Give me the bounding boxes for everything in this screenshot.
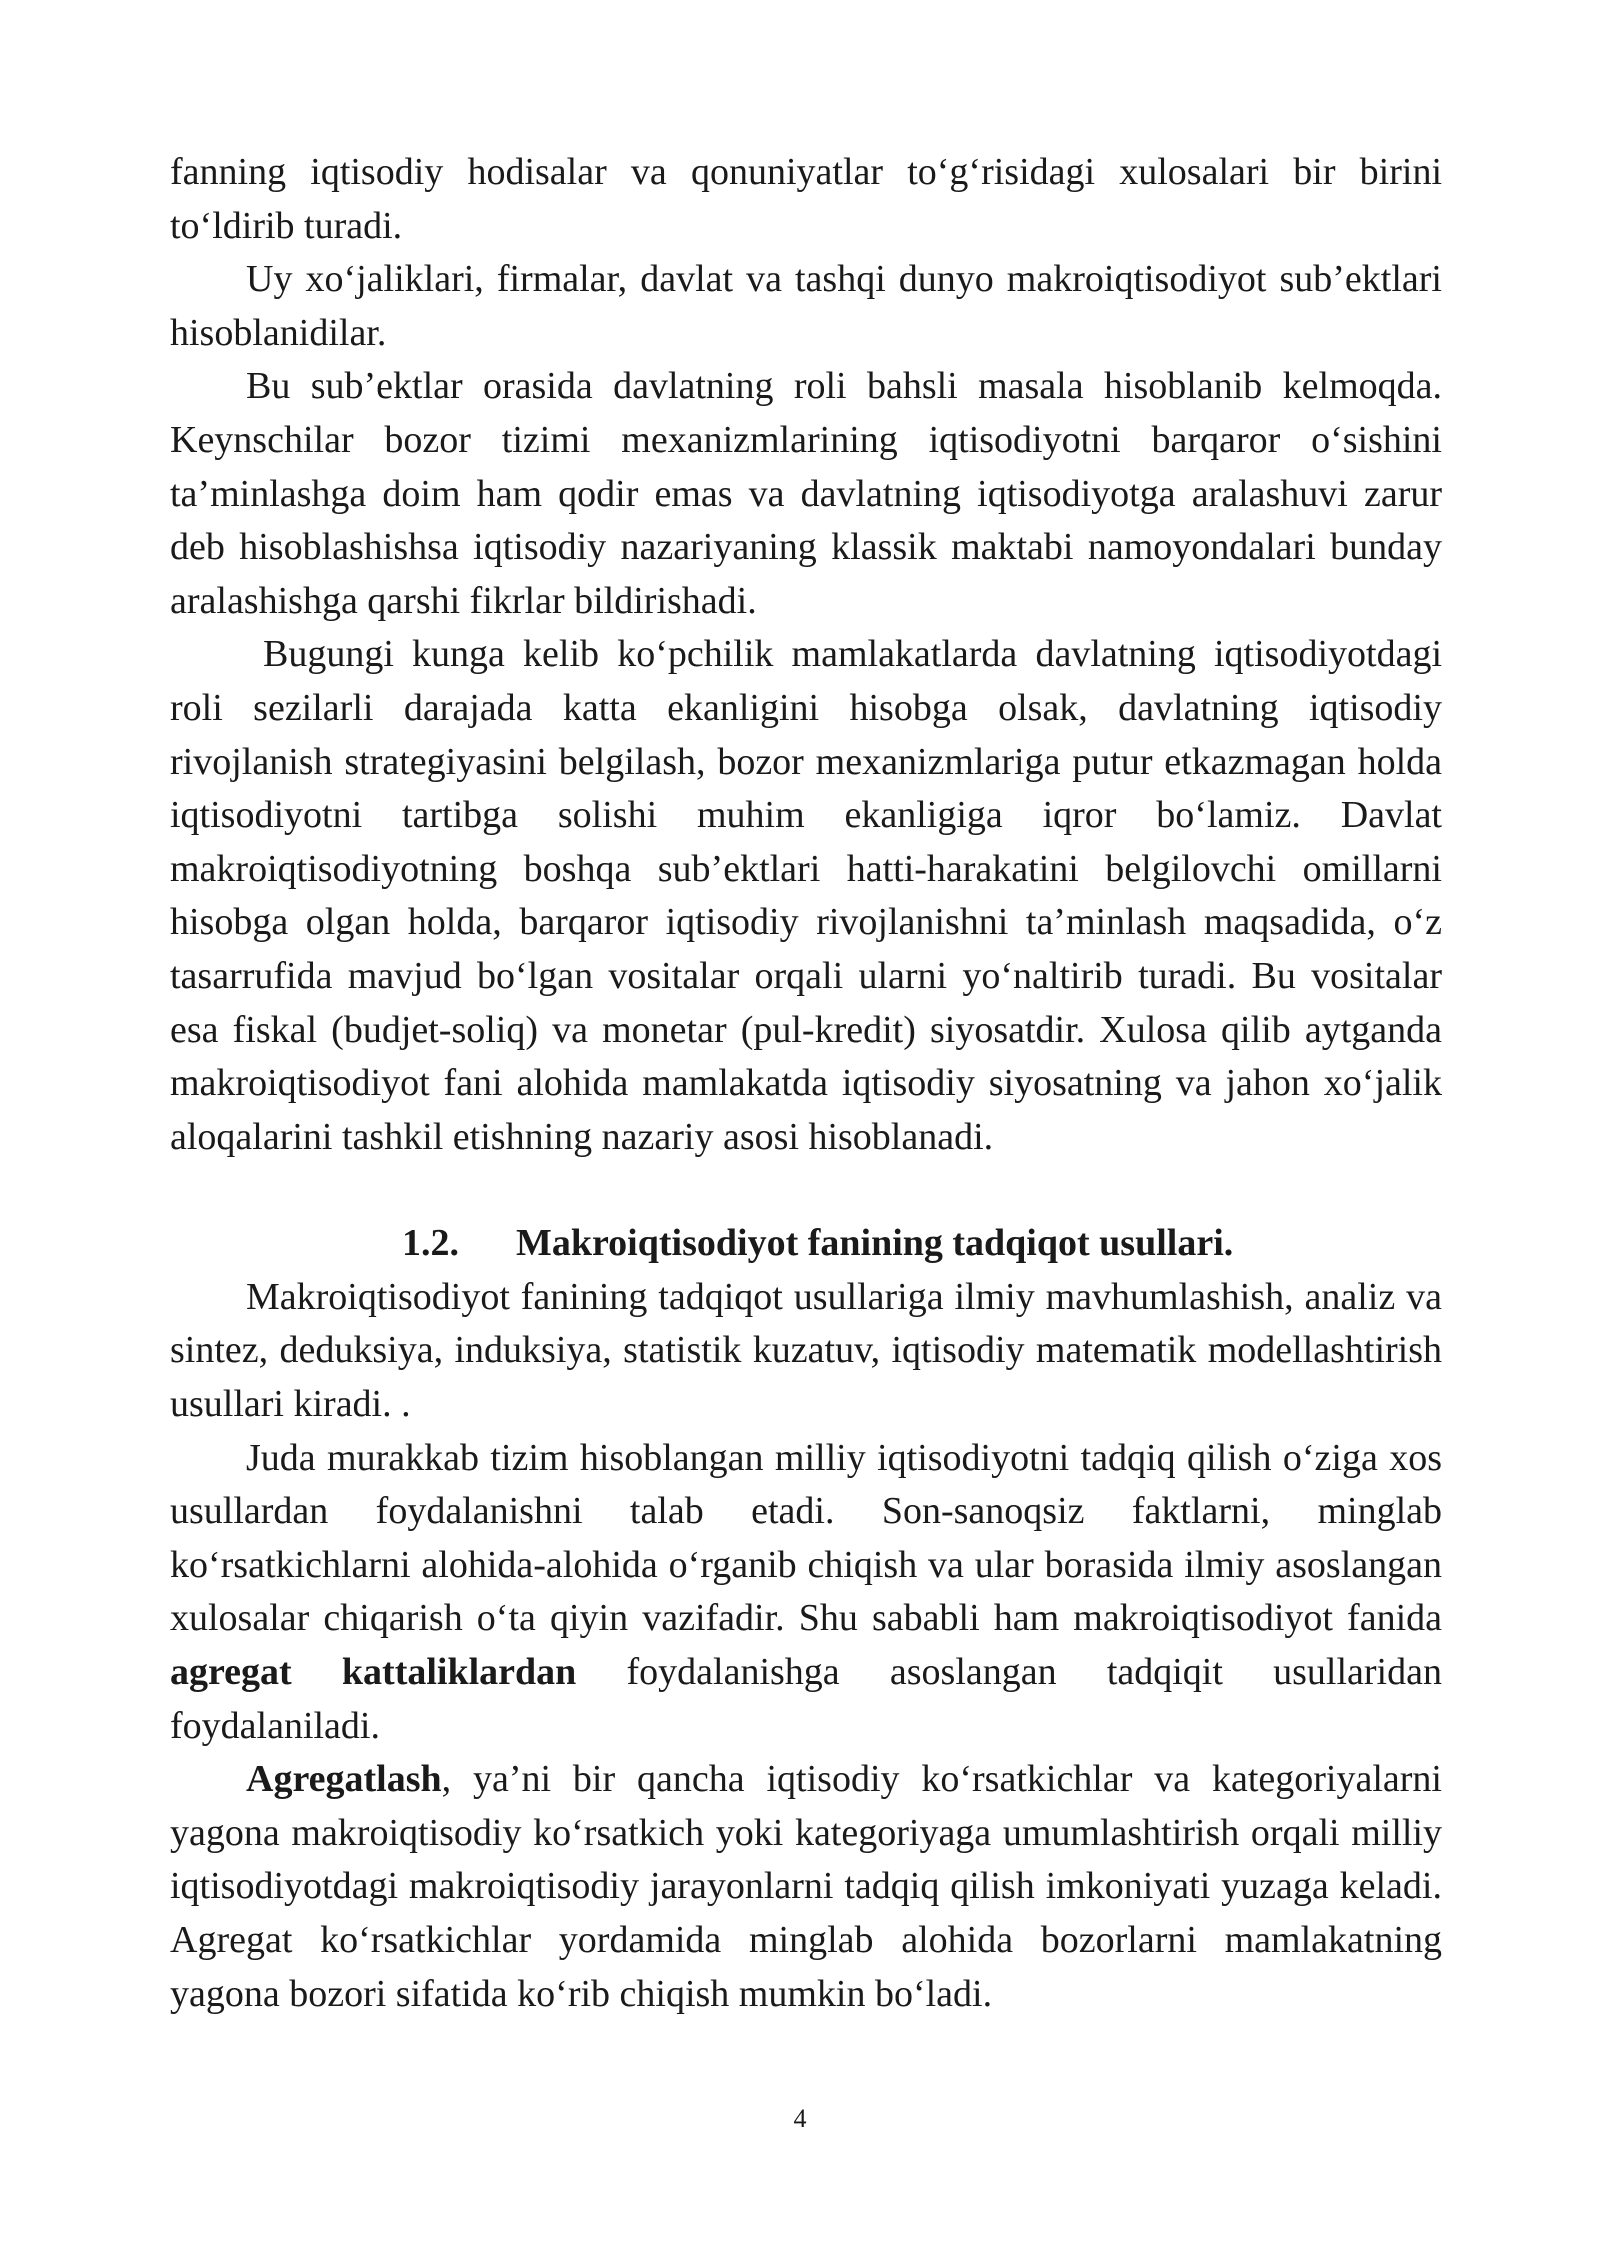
paragraph-text: Juda murakkab tizim hisoblangan milliy iqtisodiyotni tadqiq qilish o‘ziga xos usullardan foydalanishni talab etadi. Son-sanoqsiz faktlarni, minglab ko‘rsatkichlarni alohida-alohida o‘rganib chiqish va ular borasida ilmiy asoslangan xulosalar chiqarish o‘ta qiyin vazifadir. Shu sababli ham makroiqtisodiyot fanida bbox=[170, 1436, 1442, 1640]
paragraph-complex-system bbox=[170, 1432, 1442, 1754]
paragraph-text: , ya’ni bir qancha iqtisodiy ko‘rsatkichlar va kategoriyalarni yagona makroiqtisodiy ko‘rsatkich yoki kategoriyaga umumlashtirish orqali milliy iqtisodiyotdagi makroiqtisodiy jarayonlarni tadqiq qilish imkoniyati yuzaga keladi. Agregat ko‘rsatkichlar yordamida minglab alohida bozorlarni mamlakatning yagona bozori sifatida ko‘rib chiqish mumkin bo‘ladi. bbox=[170, 1758, 1442, 2015]
section-title: Makroiqtisodiyot fanining tadqiqot usullari. bbox=[516, 1222, 1234, 1265]
paragraph-text: foydalanishga asoslangan tadqiqit usullaridan foydalaniladi. bbox=[170, 1651, 1442, 1747]
paragraph-continuation: fanning iqtisodiy hodisalar va qonuniyatlar to‘g‘risidagi xulosalari bir birini to‘ldirib turadi. bbox=[170, 151, 1442, 247]
page-number: 4 bbox=[793, 2104, 807, 2133]
section-number: 1.2. bbox=[402, 1222, 459, 1265]
section-heading bbox=[170, 1217, 1442, 1271]
bold-term-aggregation: Agregatlash bbox=[246, 1758, 442, 1801]
paragraph-subjects: Uy xo‘jaliklari, firmalar, davlat va tashqi dunyo makroiqtisodiyot sub’ektlari hisoblanidilar. bbox=[170, 258, 1442, 354]
bold-term-aggregate-values: agregat kattaliklardan bbox=[170, 1651, 577, 1694]
paragraph-today: Bugungi kunga kelib ko‘pchilik mamlakatlarda davlatning iqtisodiyotdagi roli sezilarli darajada katta ekanligini hisobga olsak, davlatning iqtisodiy rivojlanish strategiyasini belgilash, bozor mexanizmlariga putur etkazmagan holda iqtisodiyotni tartibga solishi muhim ekanligiga iqror bo‘lamiz. Davlat makroiqtisodiyotning boshqa sub’ektlari hatti-harakatini belgilovchi omillarni hisobga olgan holda, barqaror iqtisodiy rivojlanishni ta’minlash maqsadida, o‘z tasarrufida mavjud bo‘lgan vositalar orqali ularni yo‘naltirib turadi. Bu vositalar esa fiskal (budjet-soliq) va monetar (pul-kredit) siyosatdir. Xulosa qilib aytganda makroiqtisodiyot fani alohida mamlakatda iqtisodiy siyosatning va jahon xo‘jalik aloqalarini tashkil etishning nazariy asosi hisoblanadi. bbox=[170, 633, 1442, 1158]
paragraph-methods: Makroiqtisodiyot fanining tadqiqot usullariga ilmiy mavhumlashish, analiz va sintez, deduksiya, induksiya, statistik kuzatuv, iqtisodiy matematik modellashtirish usullari kiradi. . bbox=[170, 1275, 1442, 1426]
document-body bbox=[170, 146, 1442, 2021]
paragraph-aggregation bbox=[170, 1753, 1442, 2021]
paragraph-state-role: Bu sub’ektlar orasida davlatning roli bahsli masala hisoblanib kelmoqda. Keynschilar bozor tizimi mexanizmlarining iqtisodiyotni barqaror o‘sishini ta’minlashga doim ham qodir emas va davlatning iqtisodiyotga aralashuvi zarur deb hisoblashishsa iqtisodiy nazariyaning klassik maktabi namoyondalari bunday aralashishga qarshi fikrlar bildirishadi. bbox=[170, 365, 1442, 622]
